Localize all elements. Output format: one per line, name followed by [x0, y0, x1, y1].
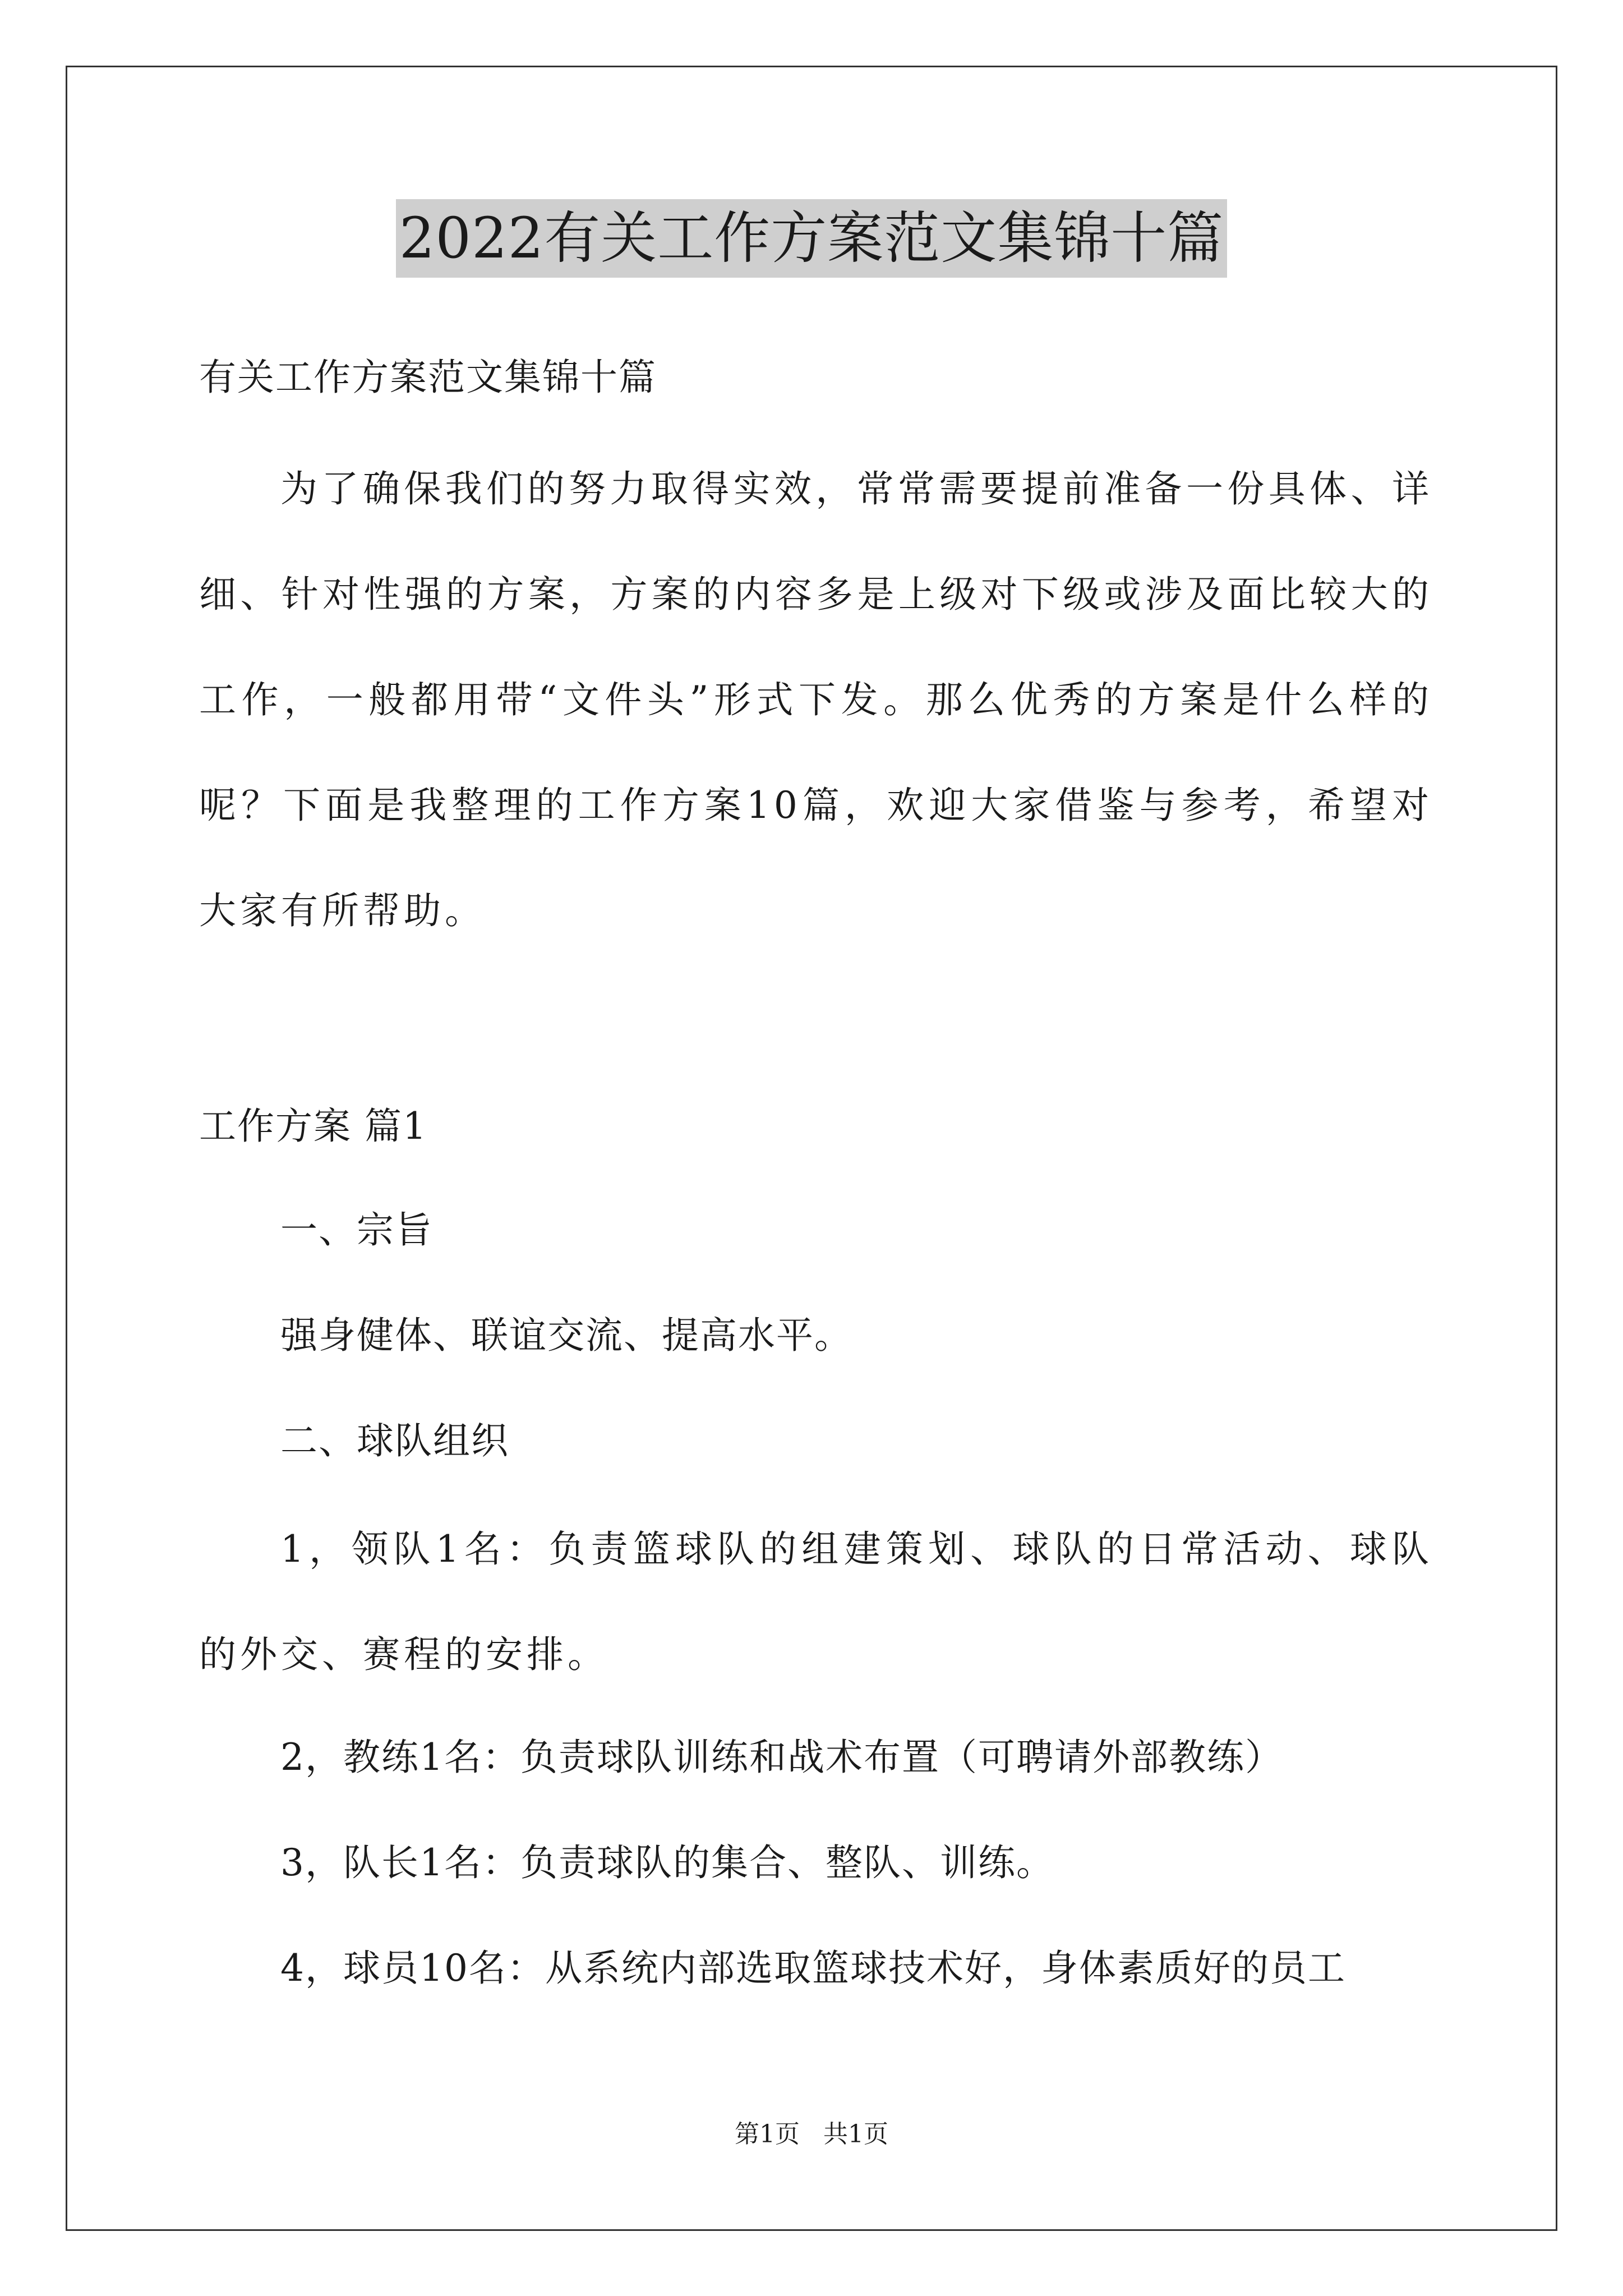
title-container: [0, 199, 1623, 278]
heading-team-organization: 二、球队组织: [280, 1419, 509, 1462]
list-item-players: 4，球员10名：从系统内部选取篮球技术好，身体素质好的员工: [280, 1947, 1346, 1990]
document-title: 2022有关工作方案范文集锦十篇: [396, 199, 1228, 278]
page-footer: 第1页 共1页: [735, 2120, 888, 2148]
section-heading: 工作方案 篇1: [199, 1105, 427, 1148]
list-item-coach: 2，教练1名：负责球队训练和战术布置（可聘请外部教练）: [280, 1736, 1283, 1779]
purpose-text: 强身健体、联谊交流、提高水平。: [280, 1314, 852, 1357]
document-subtitle: 有关工作方案范文集锦十篇: [199, 356, 657, 399]
list-item-team-leader: 1，领队1名：负责篮球队的组建策划、球队的日常活动、球队的外交、赛程的安排。: [199, 1527, 1433, 1676]
list-item-captain: 3，队长1名：负责球队的集合、整队、训练。: [280, 1841, 1054, 1884]
intro-paragraph: 为了确保我们的努力取得实效，常常需要提前准备一份具体、详细、针对性强的方案，方案的内容多是上级对下级或涉及面比较大的工作，一般都用带“文件头”形式下发。那么优秀的方案是什么样的呢？下面是我整理的工作方案10篇，欢迎大家借鉴与参考，希望对大家有所帮助。: [199, 467, 1433, 932]
heading-purpose: 一、宗旨: [280, 1208, 433, 1251]
